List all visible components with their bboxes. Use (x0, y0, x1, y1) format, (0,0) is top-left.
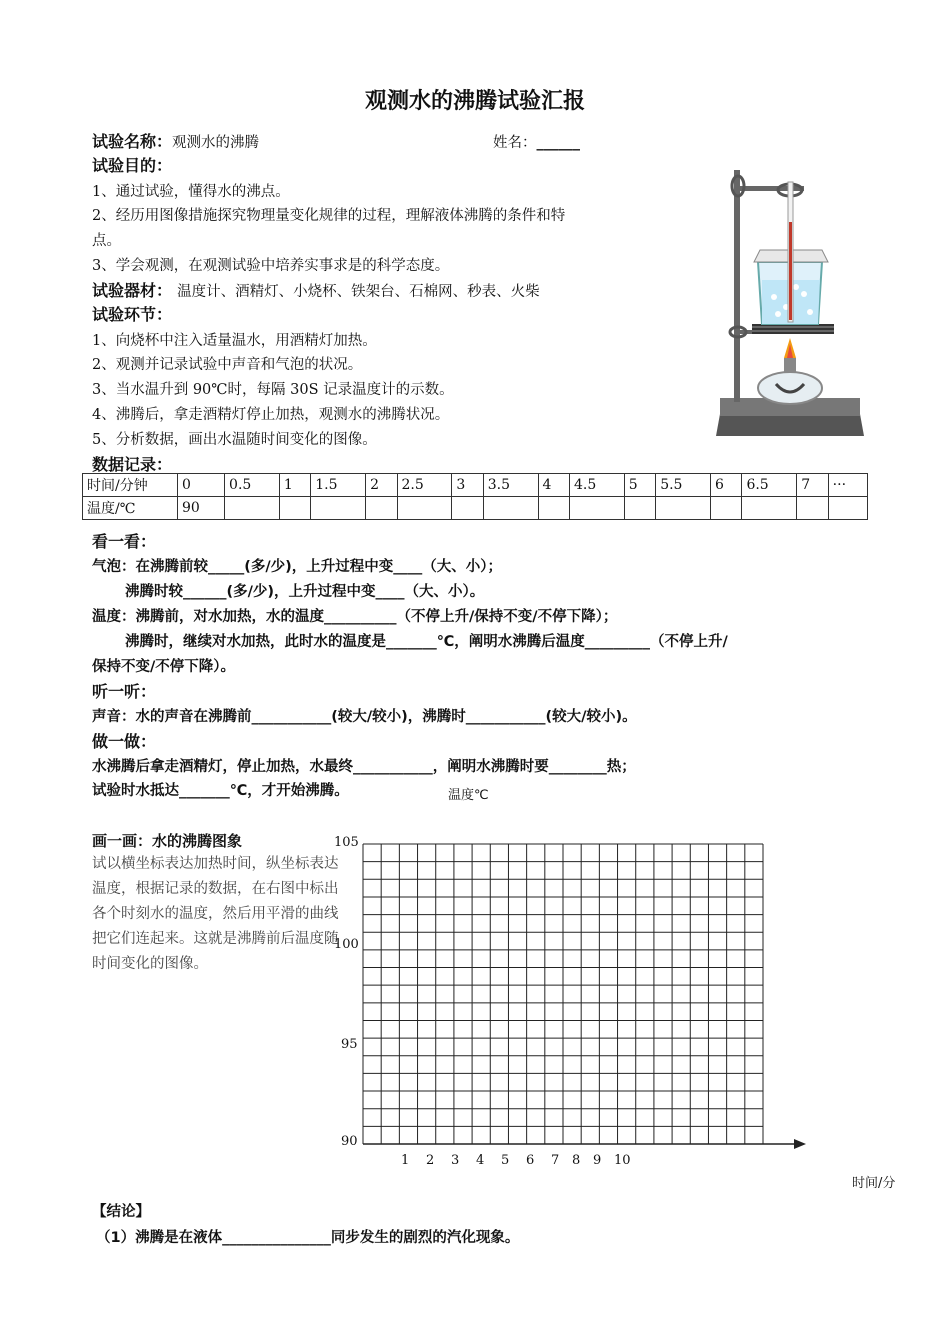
look-line: 沸腾时，继续对水加热，此时水的温度是_______℃，阐明水沸腾后温度_________（不停上升/ (125, 634, 728, 650)
exp-name-value: 观测水的沸腾 (172, 135, 260, 151)
purpose-item: 3、学会观测，在观测试验中培养实事求是的科学态度。 (92, 258, 450, 274)
temp-cell (397, 497, 452, 520)
temp-cell (828, 497, 867, 520)
x-tick-label: 5 (501, 1153, 510, 1168)
boiling-apparatus-illustration (712, 162, 872, 444)
equipment-heading: 试验器材： (92, 281, 173, 300)
y-tick-label: 100 (334, 937, 359, 952)
step-item: 1、向烧杯中注入适量温水，用酒精灯加热。 (92, 333, 377, 349)
x-tick-label: 8 (572, 1153, 581, 1168)
graph-y-title: 温度℃ (448, 788, 489, 803)
time-cell: 7 (797, 474, 828, 497)
time-cell: 6.5 (742, 474, 797, 497)
look-line: 温度：沸腾前，对水加热，水的温度__________（不停上升/保持不变/不停下降）； (92, 609, 618, 625)
graph-x-title: 时间/分 (852, 1176, 896, 1191)
time-cell: 4.5 (569, 474, 624, 497)
temp-row-label: 温度/℃ (83, 497, 178, 520)
temp-cell (452, 497, 483, 520)
draw-line: 试以横坐标表达加热时间，纵坐标表达 (92, 856, 339, 872)
student-name-label: 姓名： (493, 135, 537, 151)
conclusion-heading: 【结论】 (92, 1204, 150, 1220)
time-cell: ··· (828, 474, 867, 497)
time-cell: 5 (624, 474, 655, 497)
x-tick-label: 3 (451, 1153, 460, 1168)
temp-cell (797, 497, 828, 520)
y-tick-label: 105 (334, 835, 359, 850)
time-row-label: 时间/分钟 (83, 474, 178, 497)
y-tick-label: 90 (341, 1134, 358, 1149)
exp-name-row (92, 129, 259, 152)
temp-cell (569, 497, 624, 520)
y-tick-label: 95 (341, 1037, 358, 1052)
temp-cell (711, 497, 742, 520)
do-line: 试验时水抵达_______℃，才开始沸腾。 (92, 783, 349, 799)
step-item: 2、观测并记录试验中声音和气泡的状况。 (92, 357, 363, 373)
graph-grid (330, 800, 810, 1180)
time-cell: 2.5 (397, 474, 452, 497)
draw-line: 时间变化的图像。 (92, 956, 208, 972)
table-row (83, 497, 868, 520)
x-tick-label: 7 (551, 1153, 560, 1168)
temp-cell (366, 497, 397, 520)
x-tick-label: 1 (401, 1153, 410, 1168)
purpose-item: 点。 (92, 233, 121, 249)
time-cell: 3.5 (483, 474, 538, 497)
x-axis-arrow (794, 1139, 806, 1149)
x-tick-label: 2 (426, 1153, 435, 1168)
temp-cell (538, 497, 569, 520)
step-item: 4、沸腾后，拿走酒精灯停止加热，观测水的沸腾状况。 (92, 407, 450, 423)
x-tick-label: 4 (476, 1153, 485, 1168)
step-item: 5、分析数据，画出水温随时间变化的图像。 (92, 432, 377, 448)
equipment-row (92, 278, 540, 301)
time-cell: 1.5 (311, 474, 366, 497)
temp-cell (742, 497, 797, 520)
conclusion-line: （1）沸腾是在液体_______________同步发生的剧烈的汽化现象。 (96, 1230, 520, 1246)
page-title: 观测水的沸腾试验汇报 (364, 89, 585, 114)
do-heading: 做一做： (92, 732, 157, 751)
time-cell: 3 (452, 474, 483, 497)
steps-heading: 试验环节： (92, 305, 173, 324)
equipment-value: 温度计、酒精灯、小烧杯、铁架台、石棉网、秒表、火柴 (177, 284, 540, 300)
purpose-item: 2、经历用图像措施探究物理量变化规律的过程，理解液体沸腾的条件和特 (92, 208, 566, 224)
student-name-blank: ______ (536, 134, 580, 151)
step-item: 3、当水温升到 90℃时，每隔 30S 记录温度计的示数。 (92, 382, 454, 398)
x-tick-label: 10 (614, 1153, 631, 1168)
draw-line: 把它们连起来。这就是沸腾前后温度随 (92, 931, 339, 947)
data-record-heading: 数据记录： (92, 455, 173, 474)
x-tick-label: 9 (593, 1153, 602, 1168)
purpose-item: 1、通过试验，懂得水的沸点。 (92, 184, 290, 200)
temp-cell (225, 497, 280, 520)
time-cell: 0 (178, 474, 225, 497)
draw-line: 温度，根据记录的数据，在右图中标出 (92, 881, 339, 897)
temp-cell (311, 497, 366, 520)
table-row (83, 474, 868, 497)
time-cell: 2 (366, 474, 397, 497)
listen-line: 声音：水的声音在沸腾前___________(较大/较小)，沸腾时___________(较大/较小)。 (92, 709, 637, 725)
temp-cell (656, 497, 711, 520)
student-name-row (493, 131, 580, 152)
exp-name-label: 试验名称： (92, 132, 173, 151)
x-tick-label: 6 (526, 1153, 535, 1168)
time-cell: 5.5 (656, 474, 711, 497)
look-line: 气泡：在沸腾前较_____(多/少)，上升过程中变____（大、小）； (92, 559, 503, 575)
draw-line: 各个时刻水的温度，然后用平滑的曲线 (92, 906, 339, 922)
data-table (82, 473, 868, 520)
look-line: 保持不变/不停下降）。 (92, 659, 236, 675)
listen-heading: 听一听： (92, 682, 157, 701)
draw-heading: 画一画：水的沸腾图象 (92, 832, 243, 850)
temp-cell (279, 497, 310, 520)
look-line: 沸腾时较______(多/少)，上升过程中变____（大、小）。 (125, 584, 485, 600)
time-cell: 4 (538, 474, 569, 497)
purpose-heading: 试验目的： (92, 156, 173, 175)
temp-cell (483, 497, 538, 520)
time-cell: 6 (711, 474, 742, 497)
temp-cell (624, 497, 655, 520)
time-cell: 0.5 (225, 474, 280, 497)
temp-cell: 90 (178, 497, 225, 520)
time-cell: 1 (279, 474, 310, 497)
look-heading: 看一看： (92, 532, 157, 551)
do-line: 水沸腾后拿走酒精灯，停止加热，水最终___________，阐明水沸腾时要________热； (92, 759, 636, 775)
